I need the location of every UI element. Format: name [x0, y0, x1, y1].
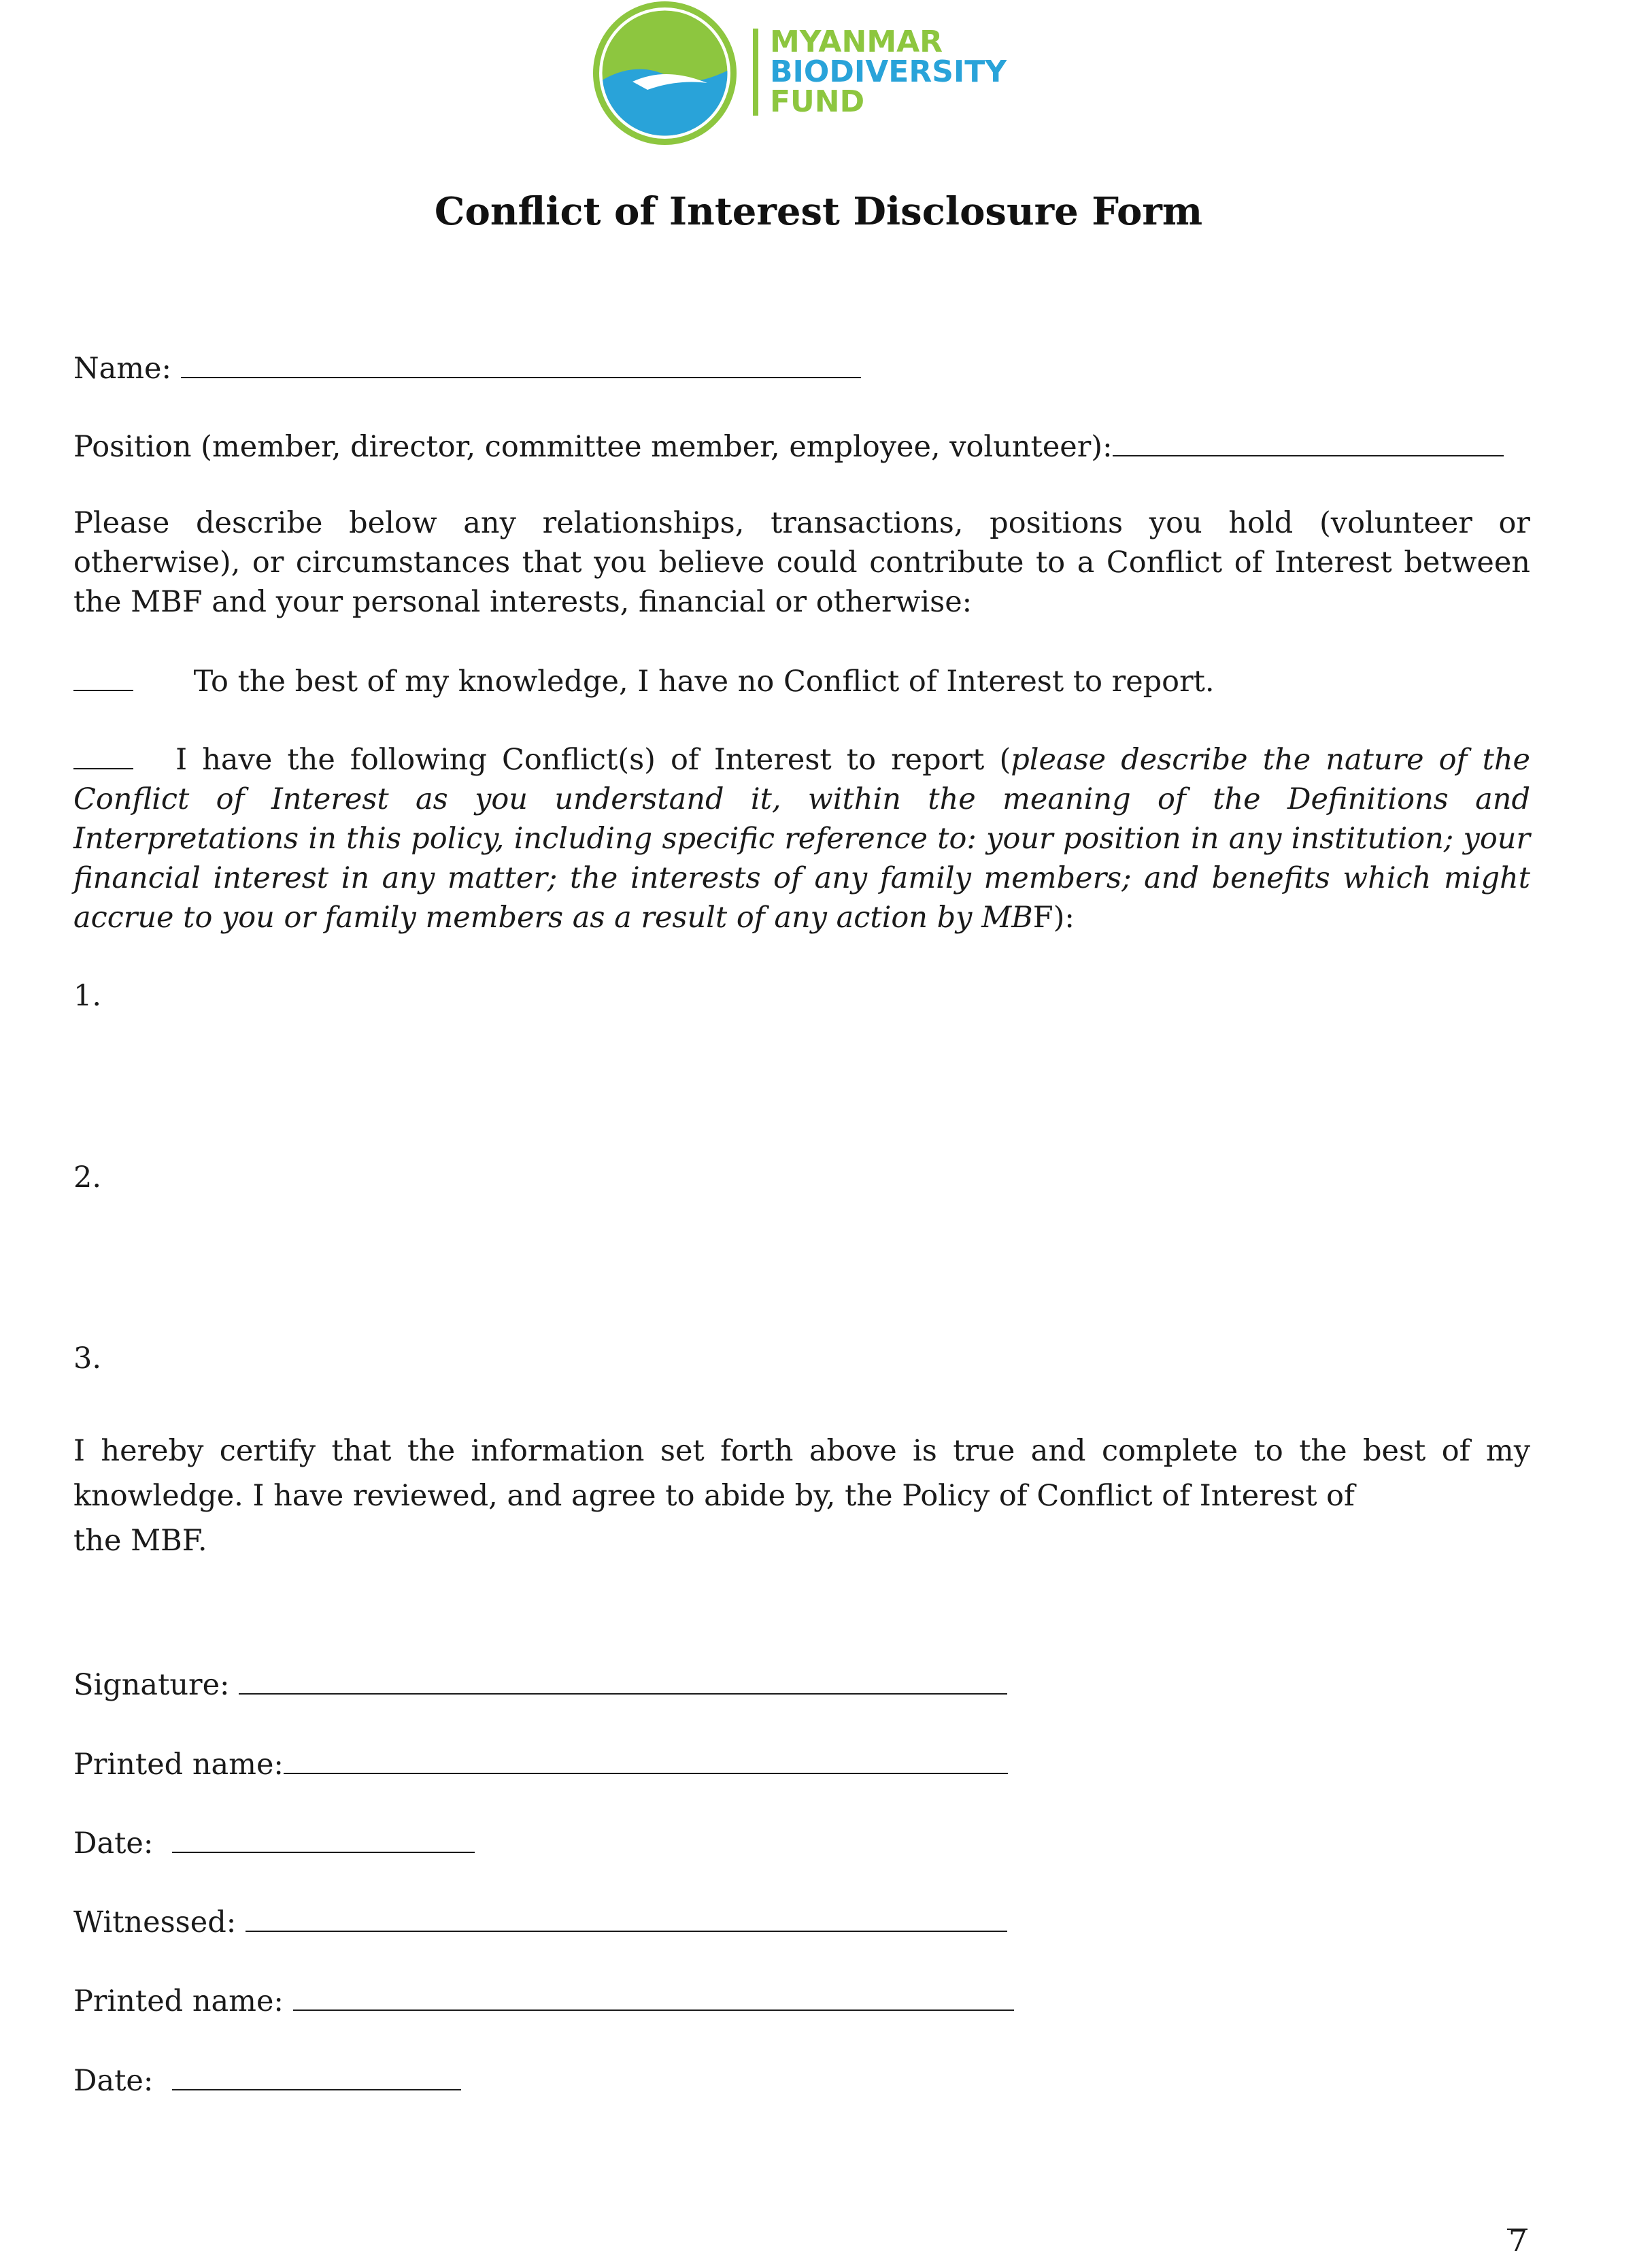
have-conflict-checkbox[interactable] [73, 738, 133, 769]
witnessed-row [73, 1901, 1007, 1942]
signature-row [73, 1663, 1007, 1705]
date-field-2[interactable] [172, 2059, 461, 2090]
have-conflict-tail: F): [1032, 901, 1075, 935]
date-row-1 [73, 1822, 475, 1863]
witnessed-label: Witnessed: [73, 1905, 237, 1939]
conflict-item-2[interactable]: 2. [73, 1161, 102, 1195]
have-conflict-lead: I have the following Conflict(s) of Interest to report ( [175, 743, 1011, 777]
name-field[interactable] [181, 347, 861, 378]
signature-field[interactable] [239, 1663, 1007, 1695]
certification-line-1: I hereby certify that the information set forth above is true and complete to the best of my [73, 1434, 1530, 1468]
logo-wordmark [770, 24, 1007, 119]
certification-line-2: knowledge. I have reviewed, and agree to abide by, the Policy of Conflict of Interest of [73, 1479, 1355, 1513]
certification-line-3: the MBF. [73, 1524, 207, 1558]
date-row-2 [73, 2059, 461, 2101]
no-conflict-text: To the best of my knowledge, I have no Conflict of Interest to report. [193, 665, 1215, 699]
description-paragraph: Please describe below any relationships, transactions, positions you hold (volunteer or otherwise), or circumstances that you believe could contribute to a Conflict of Interest between the MBF and your personal interests, financial or otherwise: [73, 506, 1530, 619]
biodiversity-logo-icon [592, 0, 738, 146]
printed-name-label-1: Printed name: [73, 1748, 284, 1782]
printed-name-field-2[interactable] [293, 1980, 1014, 2011]
printed-name-label-2: Printed name: [73, 1984, 284, 2018]
name-row [73, 347, 861, 388]
date-label-2: Date: [73, 2064, 154, 2098]
have-conflict-instructions: please describe the nature of the Conflict of Interest as you understand it, within the meaning of the Definitions and Interpretations in this policy, including specific reference to: your position in any institution; your financial interest in any matter; the interests of any family members; and benefits which might accrue to you or family members as a result of any action by MB [73, 743, 1530, 935]
certification-paragraph [73, 1429, 1530, 1563]
mbf-logo [592, 0, 1013, 146]
date-label-1: Date: [73, 1827, 154, 1861]
witnessed-field[interactable] [246, 1901, 1007, 1932]
page-number: 7 [1508, 2224, 1528, 2258]
name-label: Name: [73, 352, 171, 386]
position-label: Position (member, director, committee member, employee, volunteer): [73, 430, 1113, 464]
form-title: Conflict of Interest Disclosure Form [434, 189, 1203, 234]
option-no-conflict [73, 660, 1530, 701]
printed-name-row-1 [73, 1743, 1008, 1784]
position-row [73, 425, 1504, 467]
position-field[interactable] [1113, 425, 1504, 456]
no-conflict-checkbox[interactable] [73, 660, 133, 691]
option-have-conflict [73, 738, 1530, 937]
printed-name-field-1[interactable] [284, 1743, 1008, 1774]
signature-label: Signature: [73, 1668, 230, 1702]
logo-line-1: MYANMAR [770, 24, 943, 59]
conflict-item-3[interactable]: 3. [73, 1341, 102, 1375]
logo-line-3: FUND [770, 84, 865, 119]
conflict-item-1[interactable]: 1. [73, 979, 102, 1013]
logo-line-2: BIODIVERSITY [770, 54, 1007, 89]
logo-divider [753, 29, 758, 116]
date-field-1[interactable] [172, 1822, 475, 1853]
printed-name-row-2 [73, 1980, 1014, 2021]
